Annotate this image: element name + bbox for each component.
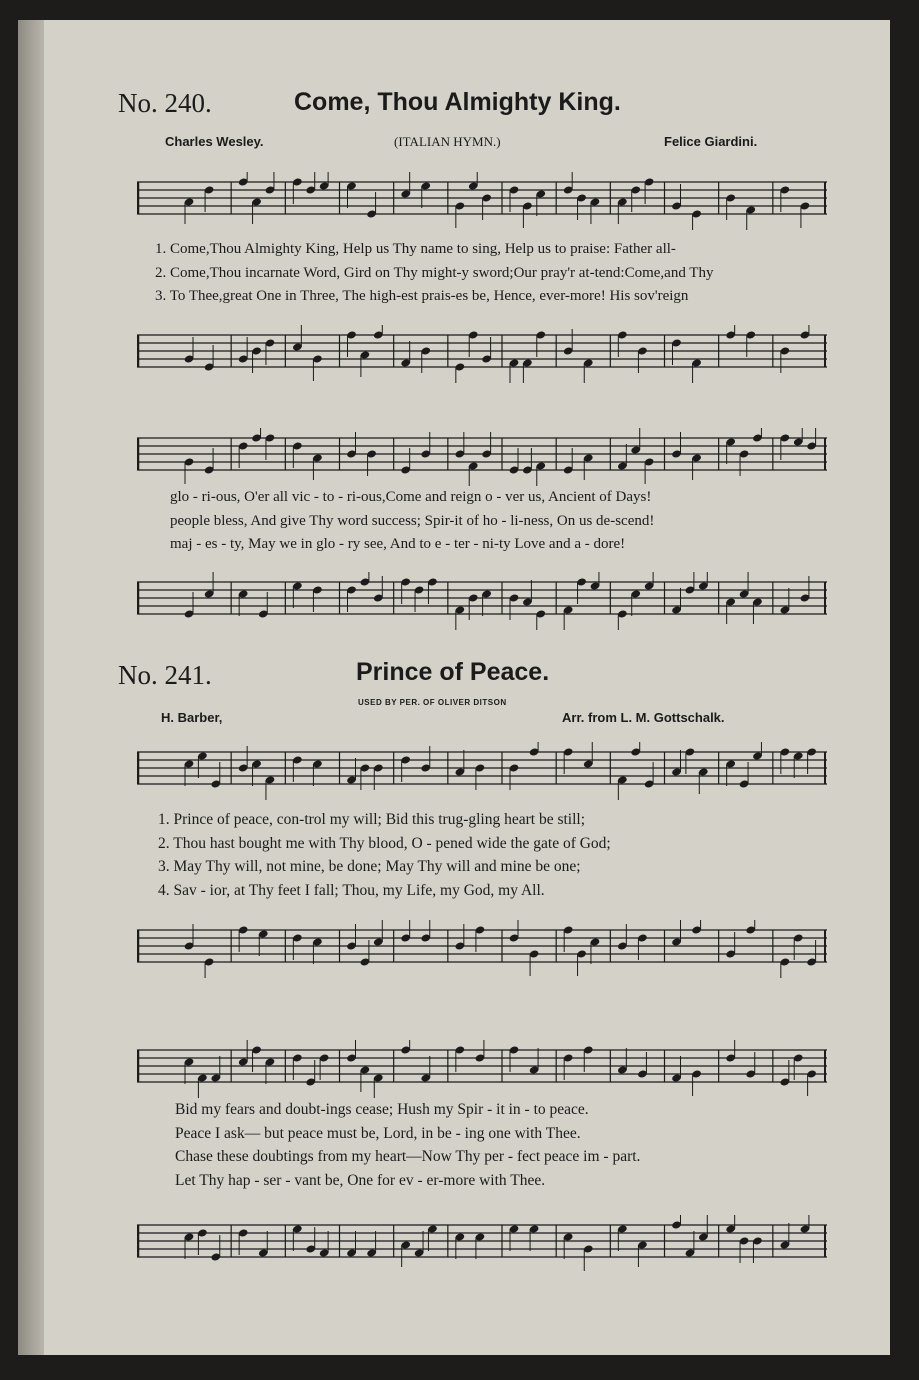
hymn-241-permission: USED BY PER. OF OLIVER DITSON <box>358 698 507 707</box>
hymn-241-composer: Arr. from L. M. Gottschalk. <box>562 710 725 725</box>
lyric-line: Peace I ask— but peace must be, Lord, in be - ing one with Thee. <box>175 1124 581 1142</box>
hymn-240-number: No. 240. <box>118 88 212 118</box>
lyric-line: 1. Come,Thou Almighty King, Help us Thy name to sing, Help us to praise: Father all- <box>155 241 676 257</box>
hymn-241-bass-staff-2 <box>137 1215 827 1273</box>
lyric-line: Chase these doubtings from my heart—Now Thy per - fect peace im - part. <box>175 1148 641 1165</box>
lyric-line: glo - ri-ous, O'er all vic - to - ri-ous,Come and reign o - ver us, Ancient of Days! <box>170 489 652 505</box>
lyric-line: 3. May Thy will, not mine, be done; May Thy will and mine be one; <box>158 858 581 875</box>
hymn-241-treble-staff-2 <box>137 1040 827 1098</box>
hymn-241-lyrics-part1 <box>158 808 838 902</box>
hymn-240-lyrics-part2 <box>170 486 850 557</box>
lyric-line: Let Thy hap - ser - vant be, One for ev - er-more with Thee. <box>175 1171 546 1189</box>
book-spine <box>18 20 44 1355</box>
lyric-line: 2. Come,Thou incarnate Word, Gird on Thy might-y sword;Our pray'r at-tend:Come,and Thy <box>155 264 714 281</box>
hymn-240-lyrics-part1 <box>155 238 835 309</box>
hymn-240-tune: (ITALIAN HYMN.) <box>394 134 501 149</box>
hymn-240-treble-staff-2 <box>137 428 827 486</box>
lyric-line: 2. Thou hast bought me with Thy blood, O - pened wide the gate of God; <box>158 834 611 852</box>
lyric-line: 1. Prince of peace, con-trol my will; Bid this trug-gling heart be still; <box>158 811 586 828</box>
hymn-240-composer: Felice Giardini. <box>664 134 758 149</box>
hymn-241-title: Prince of Peace. <box>356 658 550 686</box>
hymn-240-treble-staff-1 <box>137 172 827 230</box>
hymn-241-treble-staff-1 <box>137 742 827 800</box>
lyric-line: Bid my fears and doubt-ings cease; Hush my Spir - it in - to peace. <box>175 1101 589 1118</box>
hymn-241-lyrics-part2 <box>175 1098 855 1192</box>
hymn-241-bass-staff-1 <box>137 920 827 978</box>
hymn-241-author: H. Barber, <box>161 710 223 725</box>
lyric-line: 4. Sav - ior, at Thy feet I fall; Thou, my Life, my God, my All. <box>158 881 545 899</box>
hymn-241-number: No. 241. <box>118 660 212 690</box>
hymn-240-bass-staff-1 <box>137 325 827 383</box>
lyric-line: 3. To Thee,great One in Three, The high-est prais-es be, Hence, ever-more! His sov'reign <box>155 288 689 304</box>
hymn-240-bass-staff-2 <box>137 572 827 630</box>
hymn-240-author: Charles Wesley. <box>165 134 264 149</box>
hymn-240-title: Come, Thou Almighty King. <box>294 88 621 116</box>
lyric-line: maj - es - ty, May we in glo - ry see, And to e - ter - ni-ty Love and a - dore! <box>170 536 626 552</box>
hymnal-page <box>18 20 890 1355</box>
lyric-line: people bless, And give Thy word success; Spir-it of ho - li-ness, On us de-scend! <box>170 512 655 529</box>
